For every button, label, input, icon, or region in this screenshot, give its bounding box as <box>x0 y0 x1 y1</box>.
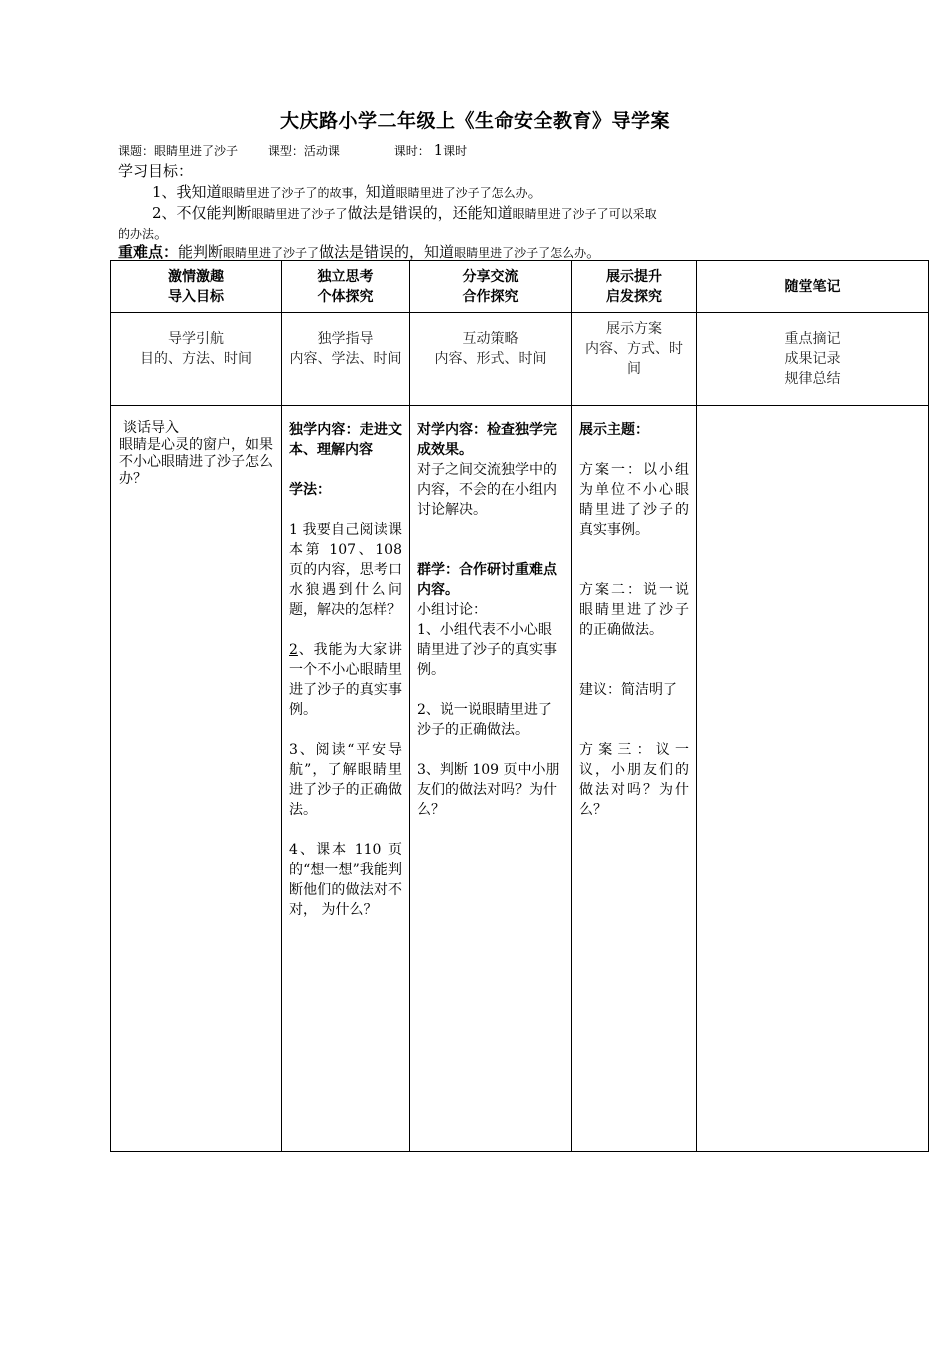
header-cell: 随堂笔记 <box>697 261 929 313</box>
plan-3: 方 案 三 ： 议 一议，小朋友们的做法对吗？为什么？ <box>579 742 689 818</box>
goal-1 <box>152 181 543 202</box>
self-study-cell <box>282 406 410 1152</box>
hours-unit: 课时 <box>443 144 468 158</box>
presentation-heading: 展示主题： <box>579 422 649 438</box>
group-study-heading: 群学：合作研讨重难点内容。 <box>417 562 557 598</box>
hours-label: 课时： <box>393 144 430 158</box>
subheader-cell: 互动策略 内容、形式、时间 <box>410 313 572 406</box>
table-body-row <box>111 406 929 1152</box>
goal-2 <box>152 202 657 223</box>
header-cell: 分享交流 合作探究 <box>410 261 572 313</box>
group-study-cell <box>410 406 572 1152</box>
study-method-heading: 学法： <box>289 482 331 498</box>
discussion-item-2: 2、说一说眼睛里进了沙子的正确做法。 <box>417 702 552 738</box>
lesson-meta <box>118 141 467 159</box>
discussion-item-1: 1、小组代表不小心眼睛里进了沙子的真实事例。 <box>417 622 557 678</box>
goals-heading: 学习目标： <box>118 162 194 180</box>
type-value: 活动课 <box>303 144 340 158</box>
method-item-4: 4、课本 110 页的“想一想”我能判断他们的做法对不对， 为什么？ <box>289 842 402 918</box>
goal-2-part: 眼睛里进了沙子了可以采取 <box>512 207 657 221</box>
intro-title: 谈话导入 <box>123 420 179 436</box>
type-label: 课型： <box>267 144 304 158</box>
topic-value: 眼睛里进了沙子 <box>154 144 239 158</box>
goal-1-part: 1、我知道 <box>152 183 222 201</box>
topic-label: 课题： <box>118 144 155 158</box>
header-cell: 激情激趣 导入目标 <box>111 261 282 313</box>
presentation-cell <box>572 406 697 1152</box>
intro-text: 眼睛是心灵的窗户，如果不小心眼睛进了沙子怎么办？ <box>119 437 273 487</box>
goal-1-part: 眼睛里进了沙子了怎么办 <box>395 186 528 200</box>
key-points <box>118 241 601 262</box>
goal-1-part: 眼睛里进了沙子了的故事， <box>221 186 366 200</box>
table-header-row <box>111 261 929 313</box>
method-item-2: 2、我能为大家讲一个不小心眼睛里进了沙子的真实事例。 <box>289 642 402 718</box>
plan-2: 方案二：说一说眼睛里进了沙子的正确做法。 <box>579 582 689 638</box>
key-part: 做法是错误的，知道 <box>319 243 455 261</box>
goal-2-part: 。 <box>154 224 170 242</box>
group-discussion-label: 小组讨论： <box>417 602 487 618</box>
goal-2-continued <box>118 222 169 243</box>
pair-study-text: 对子之间交流独学中的内容，不会的在小组内讨论解决。 <box>417 462 557 518</box>
pair-study-heading: 对学内容：检查独学完成效果。 <box>417 422 557 458</box>
discussion-item-3: 3、判断 109 页中小朋友们的做法对吗？为什么？ <box>417 762 560 818</box>
goal-2-part: 眼睛里进了沙子了 <box>251 207 348 221</box>
goal-2-part: 2、不仅能判断 <box>152 204 252 222</box>
subheader-cell: 重点摘记 成果记录 规律总结 <box>697 313 929 406</box>
self-study-heading: 独学内容：走进文本、理解内容 <box>289 422 402 458</box>
subheader-cell: 独学指导 内容、学法、时间 <box>282 313 410 406</box>
key-part: 眼睛里进了沙子了 <box>223 246 320 260</box>
page-title: 大庆路小学二年级上《生命安全教育》导学案 <box>279 110 670 132</box>
lesson-table <box>110 260 929 1152</box>
key-points-label: 重难点： <box>118 243 179 261</box>
key-part: 眼睛里进了沙子了怎么办 <box>454 246 587 260</box>
goal-2-part: 的办法 <box>118 227 155 241</box>
table-subheader-row <box>111 313 929 406</box>
goal-2-part: 做法是错误的，还能知道 <box>347 204 513 222</box>
notes-cell[interactable] <box>697 406 929 1152</box>
subheader-cell: 展示方案 内容、方式、时 间 <box>572 313 697 406</box>
key-part: 能判断 <box>178 243 224 261</box>
suggestion: 建议：简洁明了 <box>579 682 677 698</box>
header-cell: 展示提升 启发探究 <box>572 261 697 313</box>
method-item-3: 3、阅读“平安导航”，了解眼睛里进了沙子的正确做法。 <box>289 742 402 818</box>
header-cell: 独立思考 个体探究 <box>282 261 410 313</box>
hours-number: 1 <box>433 141 444 159</box>
subheader-cell: 导学引航 目的、方法、时间 <box>111 313 282 406</box>
key-part: 。 <box>586 243 602 261</box>
plan-1: 方案一：以小组为单位不小心眼睛里进了沙子的真实事例。 <box>579 462 689 538</box>
intro-cell <box>111 406 282 1152</box>
goal-1-part: 。 <box>527 183 543 201</box>
method-item-1: 1 我要自己阅读课本第 107、108 页的内容，思考口水狼遇到什么问题，解决的怎样？ <box>289 522 402 618</box>
goal-1-part: 知道 <box>365 183 396 201</box>
